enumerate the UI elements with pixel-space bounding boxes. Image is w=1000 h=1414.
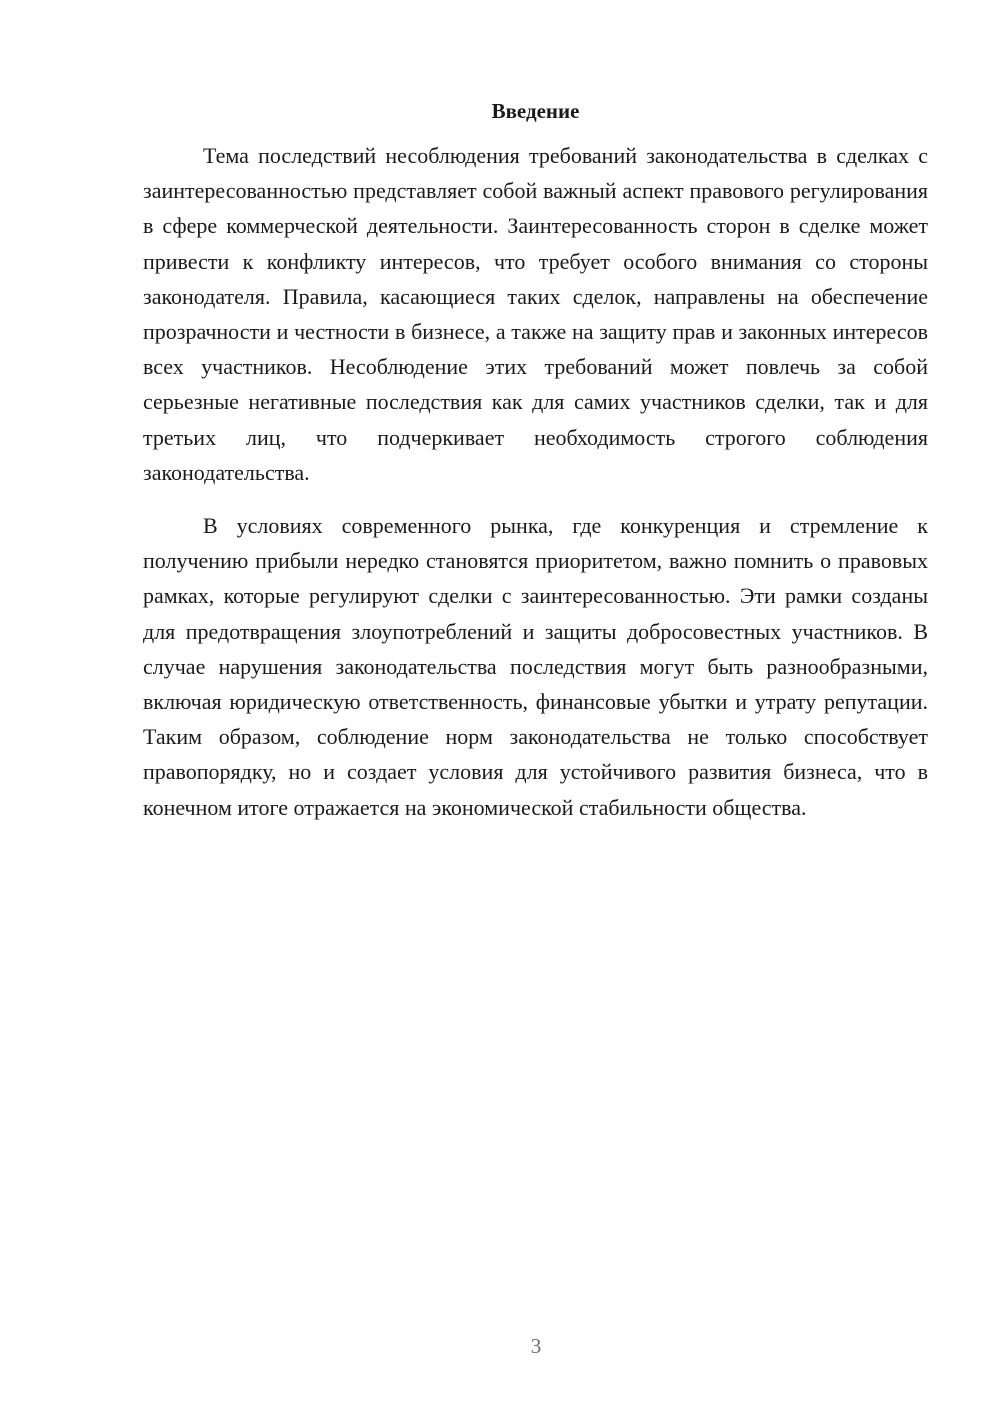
paragraph-2: В условиях современного рынка, где конкуренция и стремление к получению прибыли нередко становятся приоритетом, важно помнить о правовых рамках, которые регулируют сделки с заинтересованностью. Эти рамки созданы для предотвращения злоупотреблений и защиты добросовестных участников. В случае нарушения законодательства последствия могут быть разнообразными, включая юридическую ответственность, финансовые убытки и утрату репутации. Таким образом, соблюдение норм законодательства не только способствует правопорядку, но и создает условия для устойчивого развития бизнеса, что в конечном итоге отражается на экономической стабильности общества. [143,513,928,820]
section-heading: Введение [491,99,580,123]
paragraph-1: Тема последствий несоблюдения требований законодательства в сделках с заинтересованностью представляет собой важный аспект правового регулирования в сфере коммерческой деятельности. Заинтересованность сторон в сделке может привести к конфликту интересов, что требует особого внимания со стороны законодателя. Правила, касающиеся таких сделок, направлены на обеспечение прозрачности и честности в бизнесе, а также на защиту прав и законных интересов всех участников. Несоблюдение этих требований может повлечь за собой серьезные негативные последствия как для самих участников сделки, так и для третьих лиц, что подчеркивает необходимость строгого соблюдения законодательства. [143,143,928,485]
page-content [143,96,928,825]
page-number: 3 [530,1334,542,1358]
